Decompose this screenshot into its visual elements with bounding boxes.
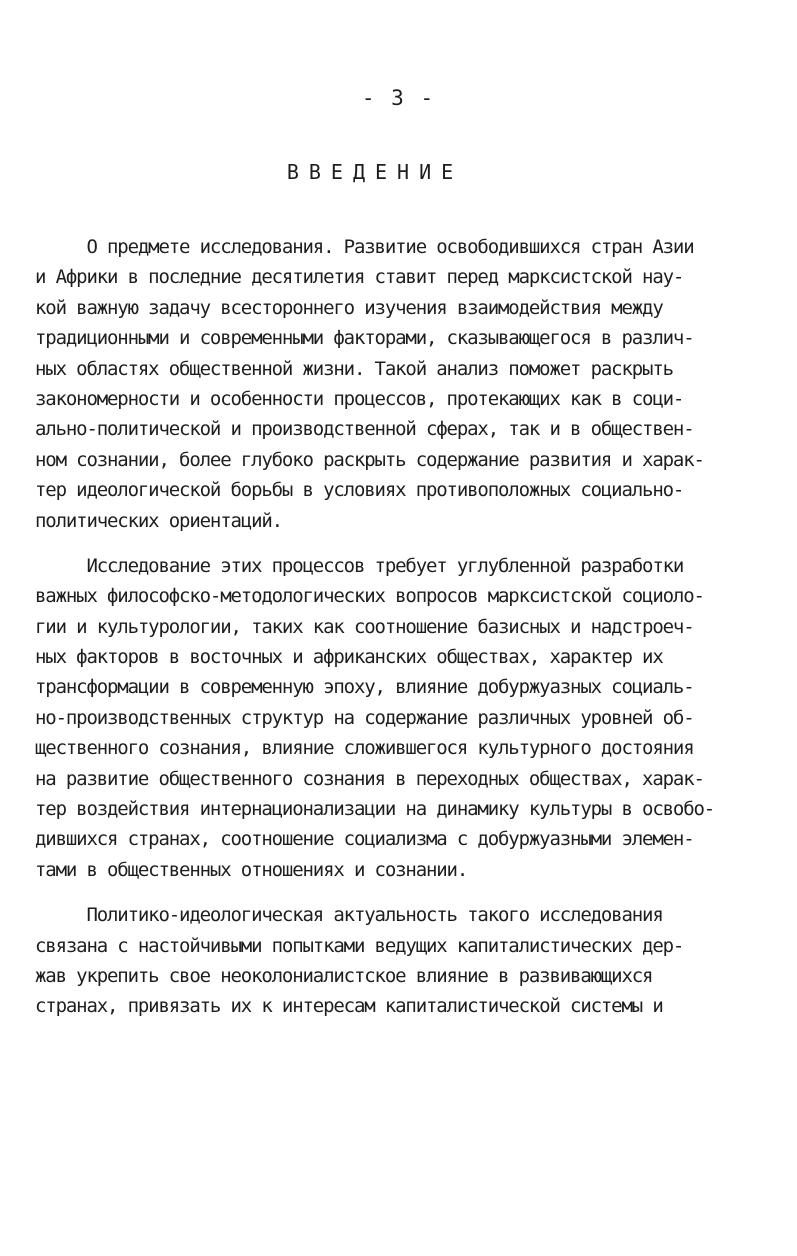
text-line: связана с настойчивыми попытками ведущих капиталистических дер- (35, 934, 684, 957)
text-line: ально-политической и производственной сферах, так и в обществен- (35, 418, 694, 441)
text-line: трансформации в современную эпоху, влияние добуржуазных социаль- (35, 676, 694, 699)
text-line: тер идеологической борьбы в условиях противоположных социально- (35, 479, 684, 502)
text-line: важных философско-методологических вопросов марксистской социоло- (35, 585, 704, 608)
paragraph-3 (35, 900, 765, 1022)
paragraph-1 (35, 232, 765, 536)
text-line: тами в общественных отношениях и сознании. (35, 858, 468, 881)
text-line: традиционными и современными факторами, сказывающегося в различ- (35, 327, 694, 350)
paragraph-2 (35, 551, 765, 885)
text-line: тер воздействия интернационализации на динамику культуры в освобо- (35, 798, 715, 821)
text-line: закономерности и особенности процессов, протекающих как в соци- (35, 387, 684, 410)
text-line: О предмете исследования. Развитие освободившихся стран Азии (35, 236, 694, 258)
text-line: на развитие общественного сознания в переходных обществах, харак- (35, 767, 704, 790)
text-line: дившихся странах, соотношение социализма с добуржуазными элемен- (35, 828, 694, 851)
text-line: щественного сознания, влияние сложившегося культурного достояния (35, 737, 694, 760)
text-line: Политико-идеологическая актуальность такого исследования (35, 904, 663, 927)
body-text (35, 232, 765, 1022)
text-line: гии и культурологии, таких как соотношение базисных и надстроеч- (35, 615, 694, 638)
page-number: - 3 - (361, 86, 436, 110)
text-line: ном сознании, более глубоко раскрыть содержание развития и харак- (35, 448, 704, 471)
text-line: но-производственных структур на содержание различных уровней об- (35, 706, 694, 729)
text-line: странах, привязать их к интересам капиталистической системы и (35, 995, 663, 1018)
text-line: жав укрепить свое неоколониалистское влияние в развивающихся (35, 964, 653, 987)
text-line: и Африки в последние десятилетия ставит перед марксистской нау- (35, 266, 684, 289)
text-line: политических ориентаций. (35, 509, 282, 532)
text-line: кой важную задачу всестороннего изучения взаимодействия между (35, 296, 663, 319)
text-line: Исследование этих процессов требует углубленной разработки (35, 554, 684, 577)
text-line: ных областях общественной жизни. Такой анализ поможет раскрыть (35, 357, 673, 380)
section-heading: ВВЕДЕНИЕ (286, 160, 464, 184)
text-line: ных факторов в восточных и африканских обществах, характер их (35, 646, 663, 669)
